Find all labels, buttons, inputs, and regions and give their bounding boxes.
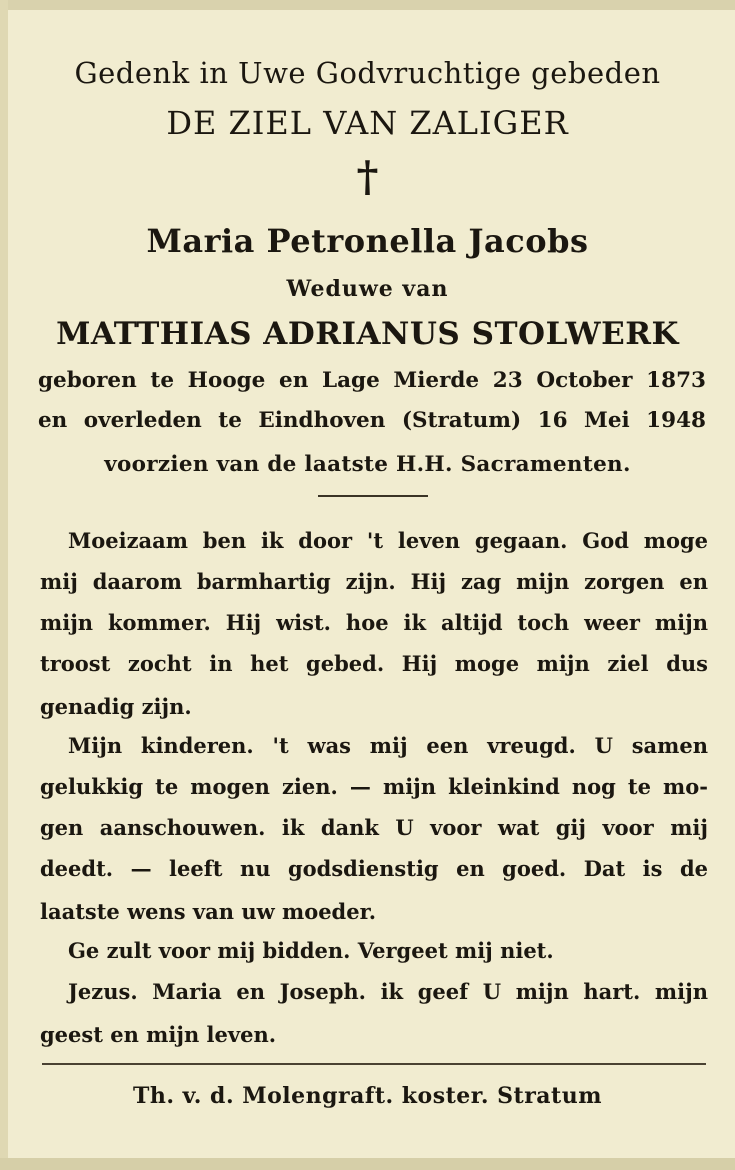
printer-credit: Th. v. d. Molengraft. koster. Stratum bbox=[132, 1083, 602, 1109]
footer-divider bbox=[42, 1063, 706, 1065]
poem-line: mijn kommer. Hij wist. hoe ik altijd toch weer mijn bbox=[40, 610, 708, 635]
soul-heading: DE ZIEL VAN ZALIGER bbox=[166, 104, 569, 142]
poem-line: laatste wens van uw moeder. bbox=[40, 899, 377, 924]
widow-of-label: Weduwe van bbox=[286, 276, 449, 302]
husband-name: MATTHIAS ADRIANUS STOLWERK bbox=[56, 316, 679, 352]
prayer-intro: Gedenk in Uwe Godvruchtige gebeden bbox=[74, 56, 661, 90]
poem-line: deedt. — leeft nu godsdienstig en goed. Dat is de bbox=[40, 856, 708, 881]
birth-line: geboren te Hooge en Lage Mierde 23 October 1873 bbox=[38, 368, 706, 393]
poem-line: genadig zijn. bbox=[40, 694, 192, 719]
section-divider bbox=[318, 495, 428, 497]
poem-line: gelukkig te mogen zien. — mijn kleinkind nog te mo- bbox=[40, 774, 708, 799]
poem-line: mij daarom barmhartig zijn. Hij zag mijn zorgen en bbox=[40, 569, 708, 594]
deceased-name: Maria Petronella Jacobs bbox=[146, 222, 589, 260]
sacraments-line: voorzien van de laatste H.H. Sacramenten. bbox=[104, 452, 631, 477]
card-bottom-edge bbox=[0, 1158, 735, 1170]
poem-line: Mijn kinderen. 't was mij een vreugd. U samen bbox=[68, 733, 708, 758]
poem-line: gen aanschouwen. ik dank U voor wat gij voor mij bbox=[40, 815, 708, 840]
poem-line: Ge zult voor mij bidden. Vergeet mij niet. bbox=[68, 938, 554, 963]
poem-line: Moeizaam ben ik door 't leven gegaan. God moge bbox=[68, 528, 708, 553]
cross-icon: † bbox=[356, 152, 379, 201]
poem-line: Jezus. Maria en Joseph. ik geef U mijn hart. mijn bbox=[68, 979, 708, 1004]
card-top-edge bbox=[0, 0, 735, 10]
poem-line: troost zocht in het gebed. Hij moge mijn ziel dus bbox=[40, 651, 708, 676]
poem-line: geest en mijn leven. bbox=[40, 1022, 277, 1047]
death-line: en overleden te Eindhoven (Stratum) 16 Mei 1948 bbox=[38, 408, 706, 433]
